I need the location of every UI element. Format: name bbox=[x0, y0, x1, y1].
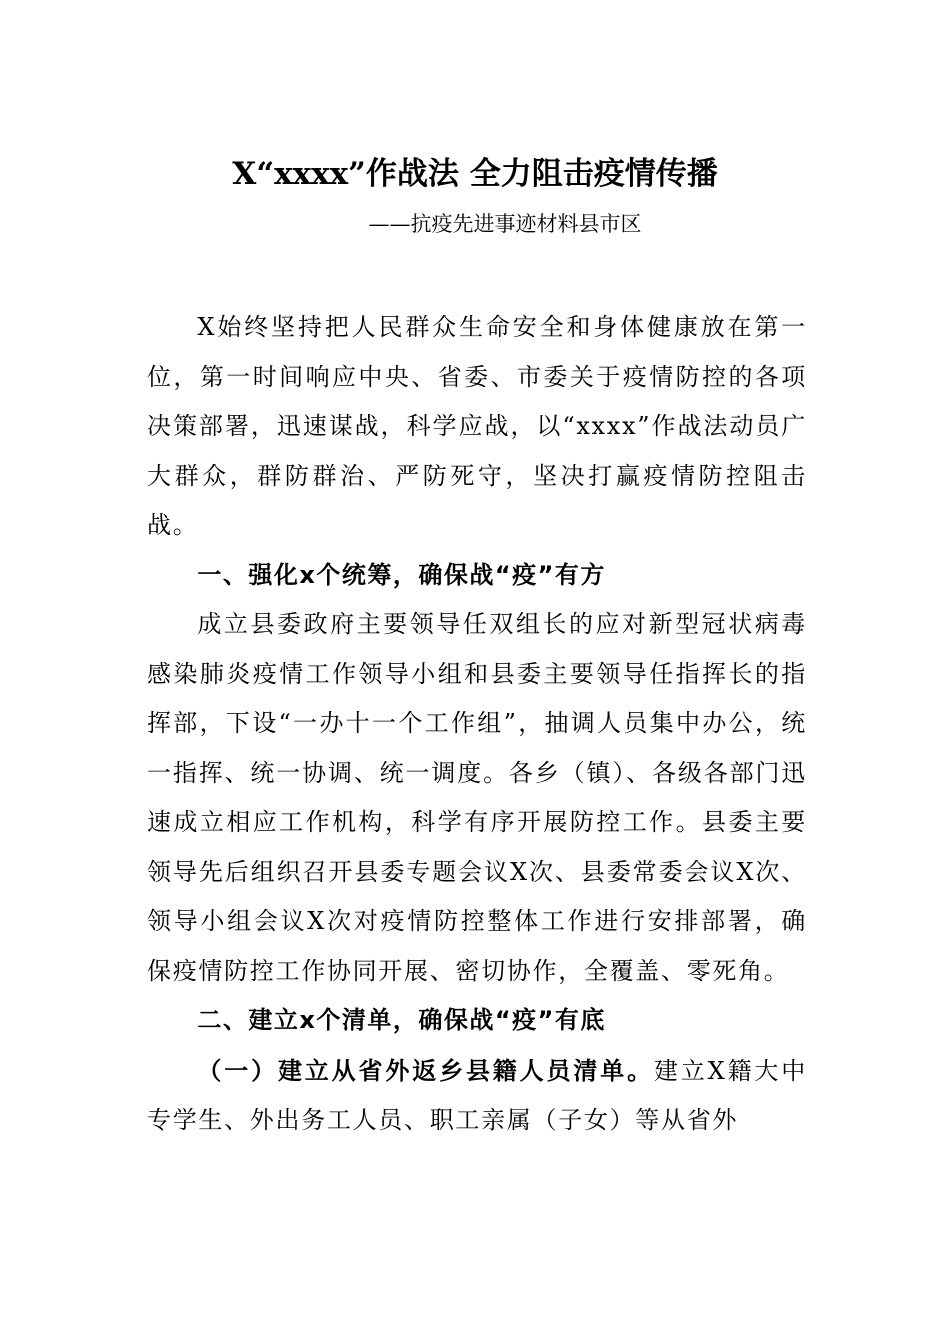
section-2-item-1-text: 建立X籍大中专学生、外出务工人员、职工亲属（子女）等从省外 bbox=[147, 1056, 807, 1134]
section-1-paragraph: 成立县委政府主要领导任双组长的应对新型冠状病毒感染肺炎疫情工作领导小组和县委主要领导任指挥长的指挥部，下设“一办十一个工作组”，抽调人员集中办公，统一指挥、统一协调、统一调度。各乡（镇）、各级各部门迅速成立相应工作机构，科学有序开展防控工作。县委主要领导先后组织召开县委专题会议X次、县委常委会议X次、领导小组会议X次对疫情防控整体工作进行安排部署，确保疫情防控工作协同开展、密切协作，全覆盖、零死角。 bbox=[147, 610, 807, 985]
section-2-item-1-lead: （一）建立从省外返乡县籍人员清单。 bbox=[197, 1055, 654, 1085]
section-2-item-1-paragraph bbox=[147, 1046, 807, 1146]
document-title: X“xxxx”作战法 全力阻击疫情传播 bbox=[232, 156, 718, 192]
section-2-heading: 二、建立x个清单，确保战“疫”有底 bbox=[197, 1006, 606, 1034]
section-1-heading: 一、强化x个统筹，确保战“疫”有方 bbox=[197, 560, 606, 589]
document-subtitle: ——抗疫先进事迹材料县市区 bbox=[368, 212, 642, 236]
intro-paragraph: X始终坚持把人民群众生命安全和身体健康放在第一位，第一时间响应中央、省委、市委关于疫情防控的各项决策部署，迅速谋战，科学应战，以“xxxx”作战法动员广大群众，群防群治、严防死守，坚决打赢疫情防控阻击战。 bbox=[147, 313, 807, 539]
document-body bbox=[147, 303, 807, 1146]
